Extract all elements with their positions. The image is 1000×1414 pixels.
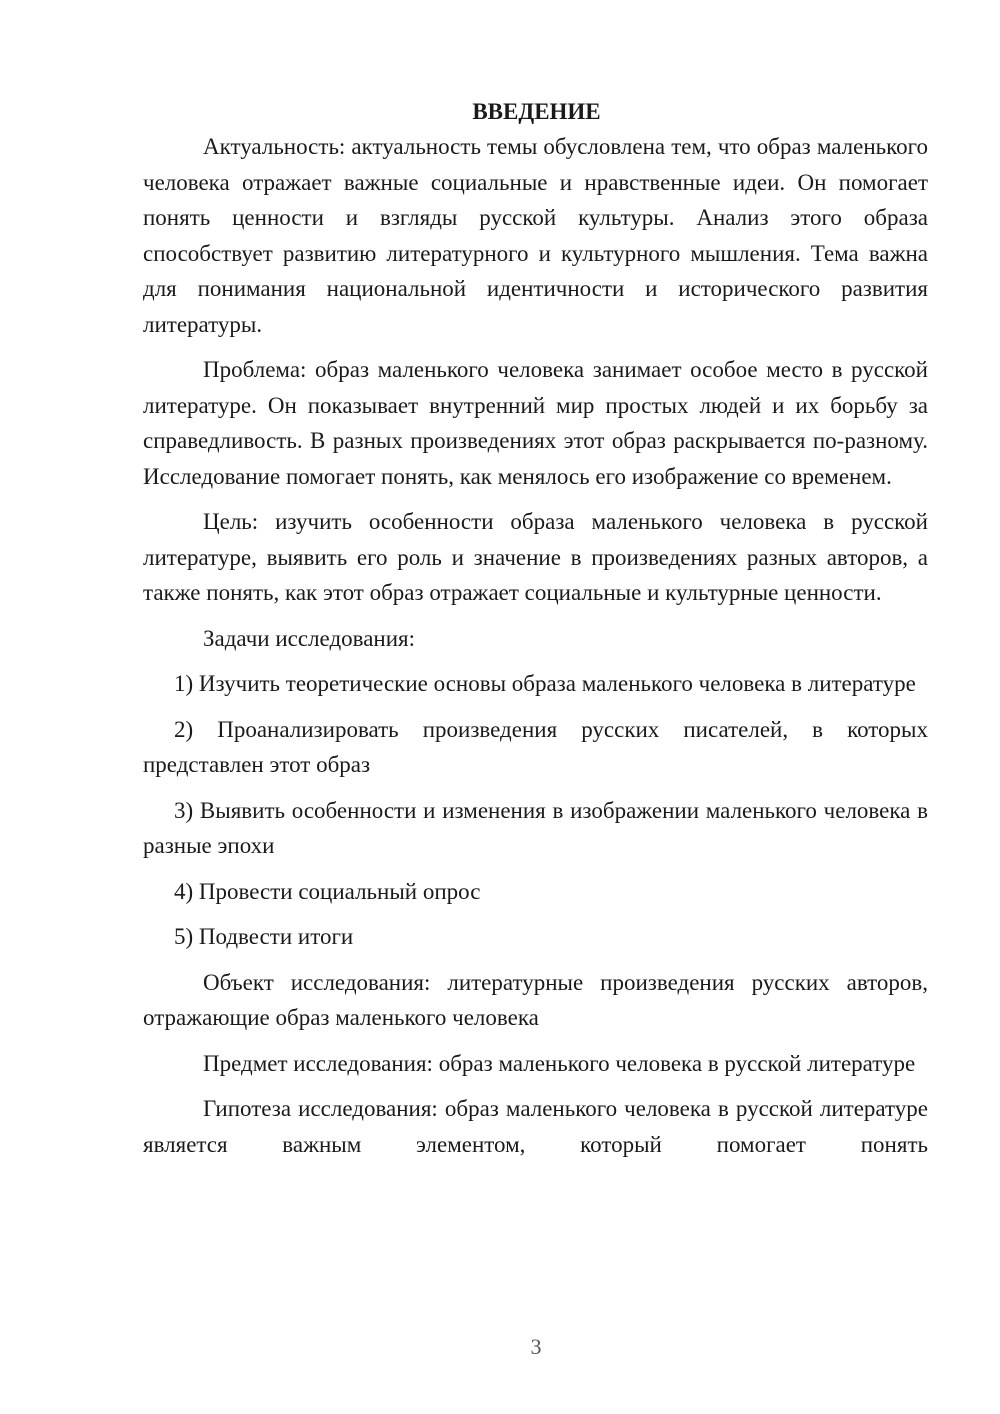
task-item-5: 5) Подвести итоги [174, 924, 354, 949]
page-content [143, 94, 928, 1162]
task-item-4: 4) Провести социальный опрос [174, 878, 481, 904]
tasks-heading: Задачи исследования: [203, 625, 416, 651]
relevance-paragraph: Актуальность: актуальность темы обусловлена тем, что образ маленького человека отражает важные социальные и нравственные идеи. Он помогает понять ценности и взгляды русской культуры. Анализ этого образа способствует развитию литературного и культурного мышления. Тема важна для понимания национальной идентичности и исторического развития литературы. [143, 134, 928, 337]
goal-paragraph: Цель: изучить особенности образа маленького человека в русской литературе, выявить его роль и значение в произведениях разных авторов, а также понять, как этот образ отражает социальные и культурные ценности. [143, 509, 928, 605]
hypothesis-paragraph: Гипотеза исследования: образ маленького человека в русской литературе является важным элементом, который помогает понять [143, 1096, 928, 1157]
section-heading: ВВЕДЕНИЕ [472, 99, 601, 124]
task-item-3: 3) Выявить особенности и изменения в изображении маленького человека в разные эпохи [143, 797, 928, 858]
problem-paragraph: Проблема: образ маленького человека занимает особое место в русской литературе. Он показывает внутренний мир простых людей и их борьбу за справедливость. В разных произведениях этот образ раскрывается по-разному. Исследование помогает понять, как менялось его изображение со временем. [143, 357, 928, 489]
task-item-1: 1) Изучить теоретические основы образа маленького человека в литературе [174, 671, 916, 696]
object-paragraph: Объект исследования: литературные произведения русских авторов, отражающие образ маленького человека [143, 969, 928, 1030]
subject-paragraph: Предмет исследования: образ маленького человека в русской литературе [203, 1050, 916, 1076]
page-number: 3 [530, 1334, 542, 1359]
task-item-2: 2) Проанализировать произведения русских писателей, в которых представлен этот образ [143, 716, 928, 777]
